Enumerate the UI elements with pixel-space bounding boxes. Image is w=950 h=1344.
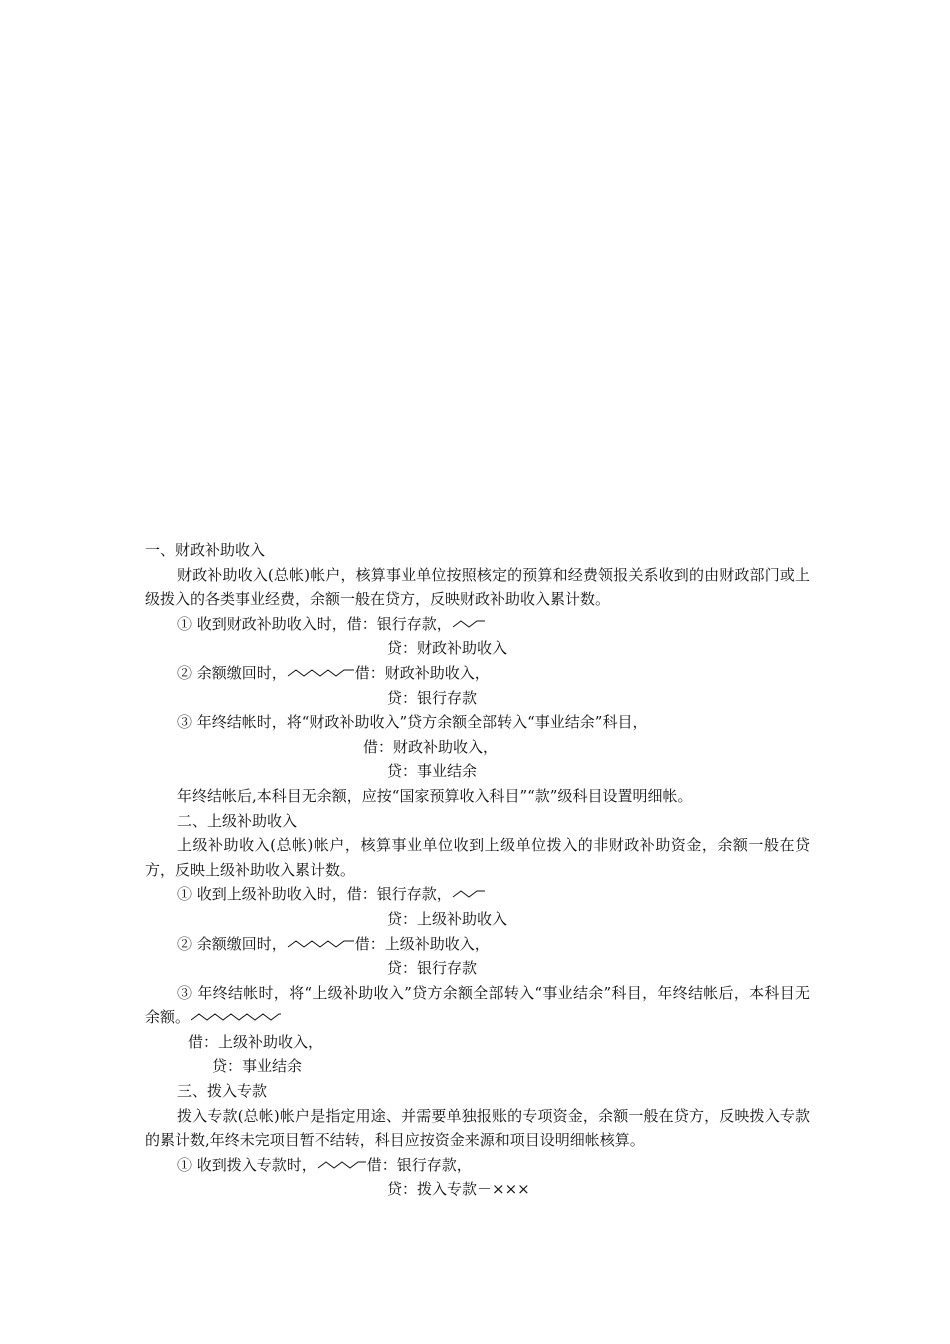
entry-2-1-text: ① 收到上级补助收入时，借：银行存款， bbox=[177, 885, 452, 904]
entry-2-1 bbox=[145, 882, 810, 907]
entry-3-1-credit: 贷：拨入专款－××× bbox=[387, 1180, 530, 1199]
entry-2-3-debit: 借：上级补助收入， bbox=[188, 1032, 324, 1051]
arrow-icon bbox=[452, 619, 486, 629]
entry-2-2-text-a: ② 余额缴回时， bbox=[177, 934, 287, 953]
entry-2-3-text: ③ 年终结帐时，将“上级补助收入”贷方余额全部转入“事业结余”科目，年终结帐后，本科目无余额。 bbox=[145, 983, 810, 1027]
entry-1-2 bbox=[145, 661, 810, 686]
document-body bbox=[145, 538, 810, 1202]
entry-1-2-credit: 贷：银行存款 bbox=[387, 688, 478, 707]
entry-1-3-credit: 贷：事业结余 bbox=[387, 762, 478, 781]
entry-1-2-text-b: 借：财政补助收入， bbox=[354, 663, 490, 682]
entry-2-3 bbox=[145, 981, 810, 1030]
arrow-icon bbox=[287, 668, 355, 678]
entry-2-2-text-b: 借：上级补助收入， bbox=[354, 934, 490, 953]
section-2-intro: 上级补助收入(总帐)帐户，核算事业单位收到上级单位拨入的非财政补助资金，余额一般在贷方，反映上级补助收入累计数。 bbox=[145, 836, 810, 879]
entry-2-2-credit: 贷：银行存款 bbox=[387, 959, 478, 978]
entry-1-3: ③ 年终结帐时，将“财政补助收入”贷方余额全部转入“事业结余”科目， bbox=[177, 713, 648, 732]
entry-3-1-text-a: ① 收到拨入专款时， bbox=[177, 1155, 317, 1174]
entry-3-1-text-b: 借：银行存款， bbox=[366, 1155, 472, 1174]
arrow-icon bbox=[452, 889, 486, 899]
section-heading-1: 一、财政补助收入 bbox=[145, 541, 266, 559]
section-heading-3: 三、拨入专款 bbox=[177, 1082, 268, 1101]
arrow-icon bbox=[190, 1012, 282, 1022]
section-1-note: 年终结帐后,本科目无余额，应按“国家预算收入科目”“款”级科目设置明细帐。 bbox=[177, 786, 693, 805]
entry-1-1 bbox=[145, 612, 810, 637]
entry-1-3-debit: 借：财政补助收入， bbox=[363, 737, 499, 756]
entry-2-3-credit: 贷：事业结余 bbox=[212, 1057, 303, 1076]
arrow-icon bbox=[287, 939, 355, 949]
entry-1-2-text-a: ② 余额缴回时， bbox=[177, 663, 287, 682]
arrow-icon bbox=[317, 1160, 367, 1170]
entry-1-1-credit: 贷：财政补助收入 bbox=[387, 639, 508, 658]
section-1-intro: 财政补助收入(总帐)帐户，核算事业单位按照核定的预算和经费领报关系收到的由财政部门或上级拨入的各类事业经费，余额一般在贷方，反映财政补助收入累计数。 bbox=[145, 565, 810, 609]
entry-2-1-credit: 贷：上级补助收入 bbox=[387, 909, 508, 928]
section-3-intro: 拨入专款(总帐)帐户是指定用途、并需要单独报账的专项资金，余额一般在贷方，反映拨入专款的累计数,年终未完项目暂不结转，科目应按资金来源和项目设明细帐核算。 bbox=[145, 1106, 810, 1150]
section-heading-2: 二、上级补助收入 bbox=[177, 811, 298, 830]
entry-3-1 bbox=[145, 1153, 810, 1178]
entry-2-2 bbox=[145, 932, 810, 957]
entry-1-1-text: ① 收到财政补助收入时，借：银行存款， bbox=[177, 614, 452, 633]
